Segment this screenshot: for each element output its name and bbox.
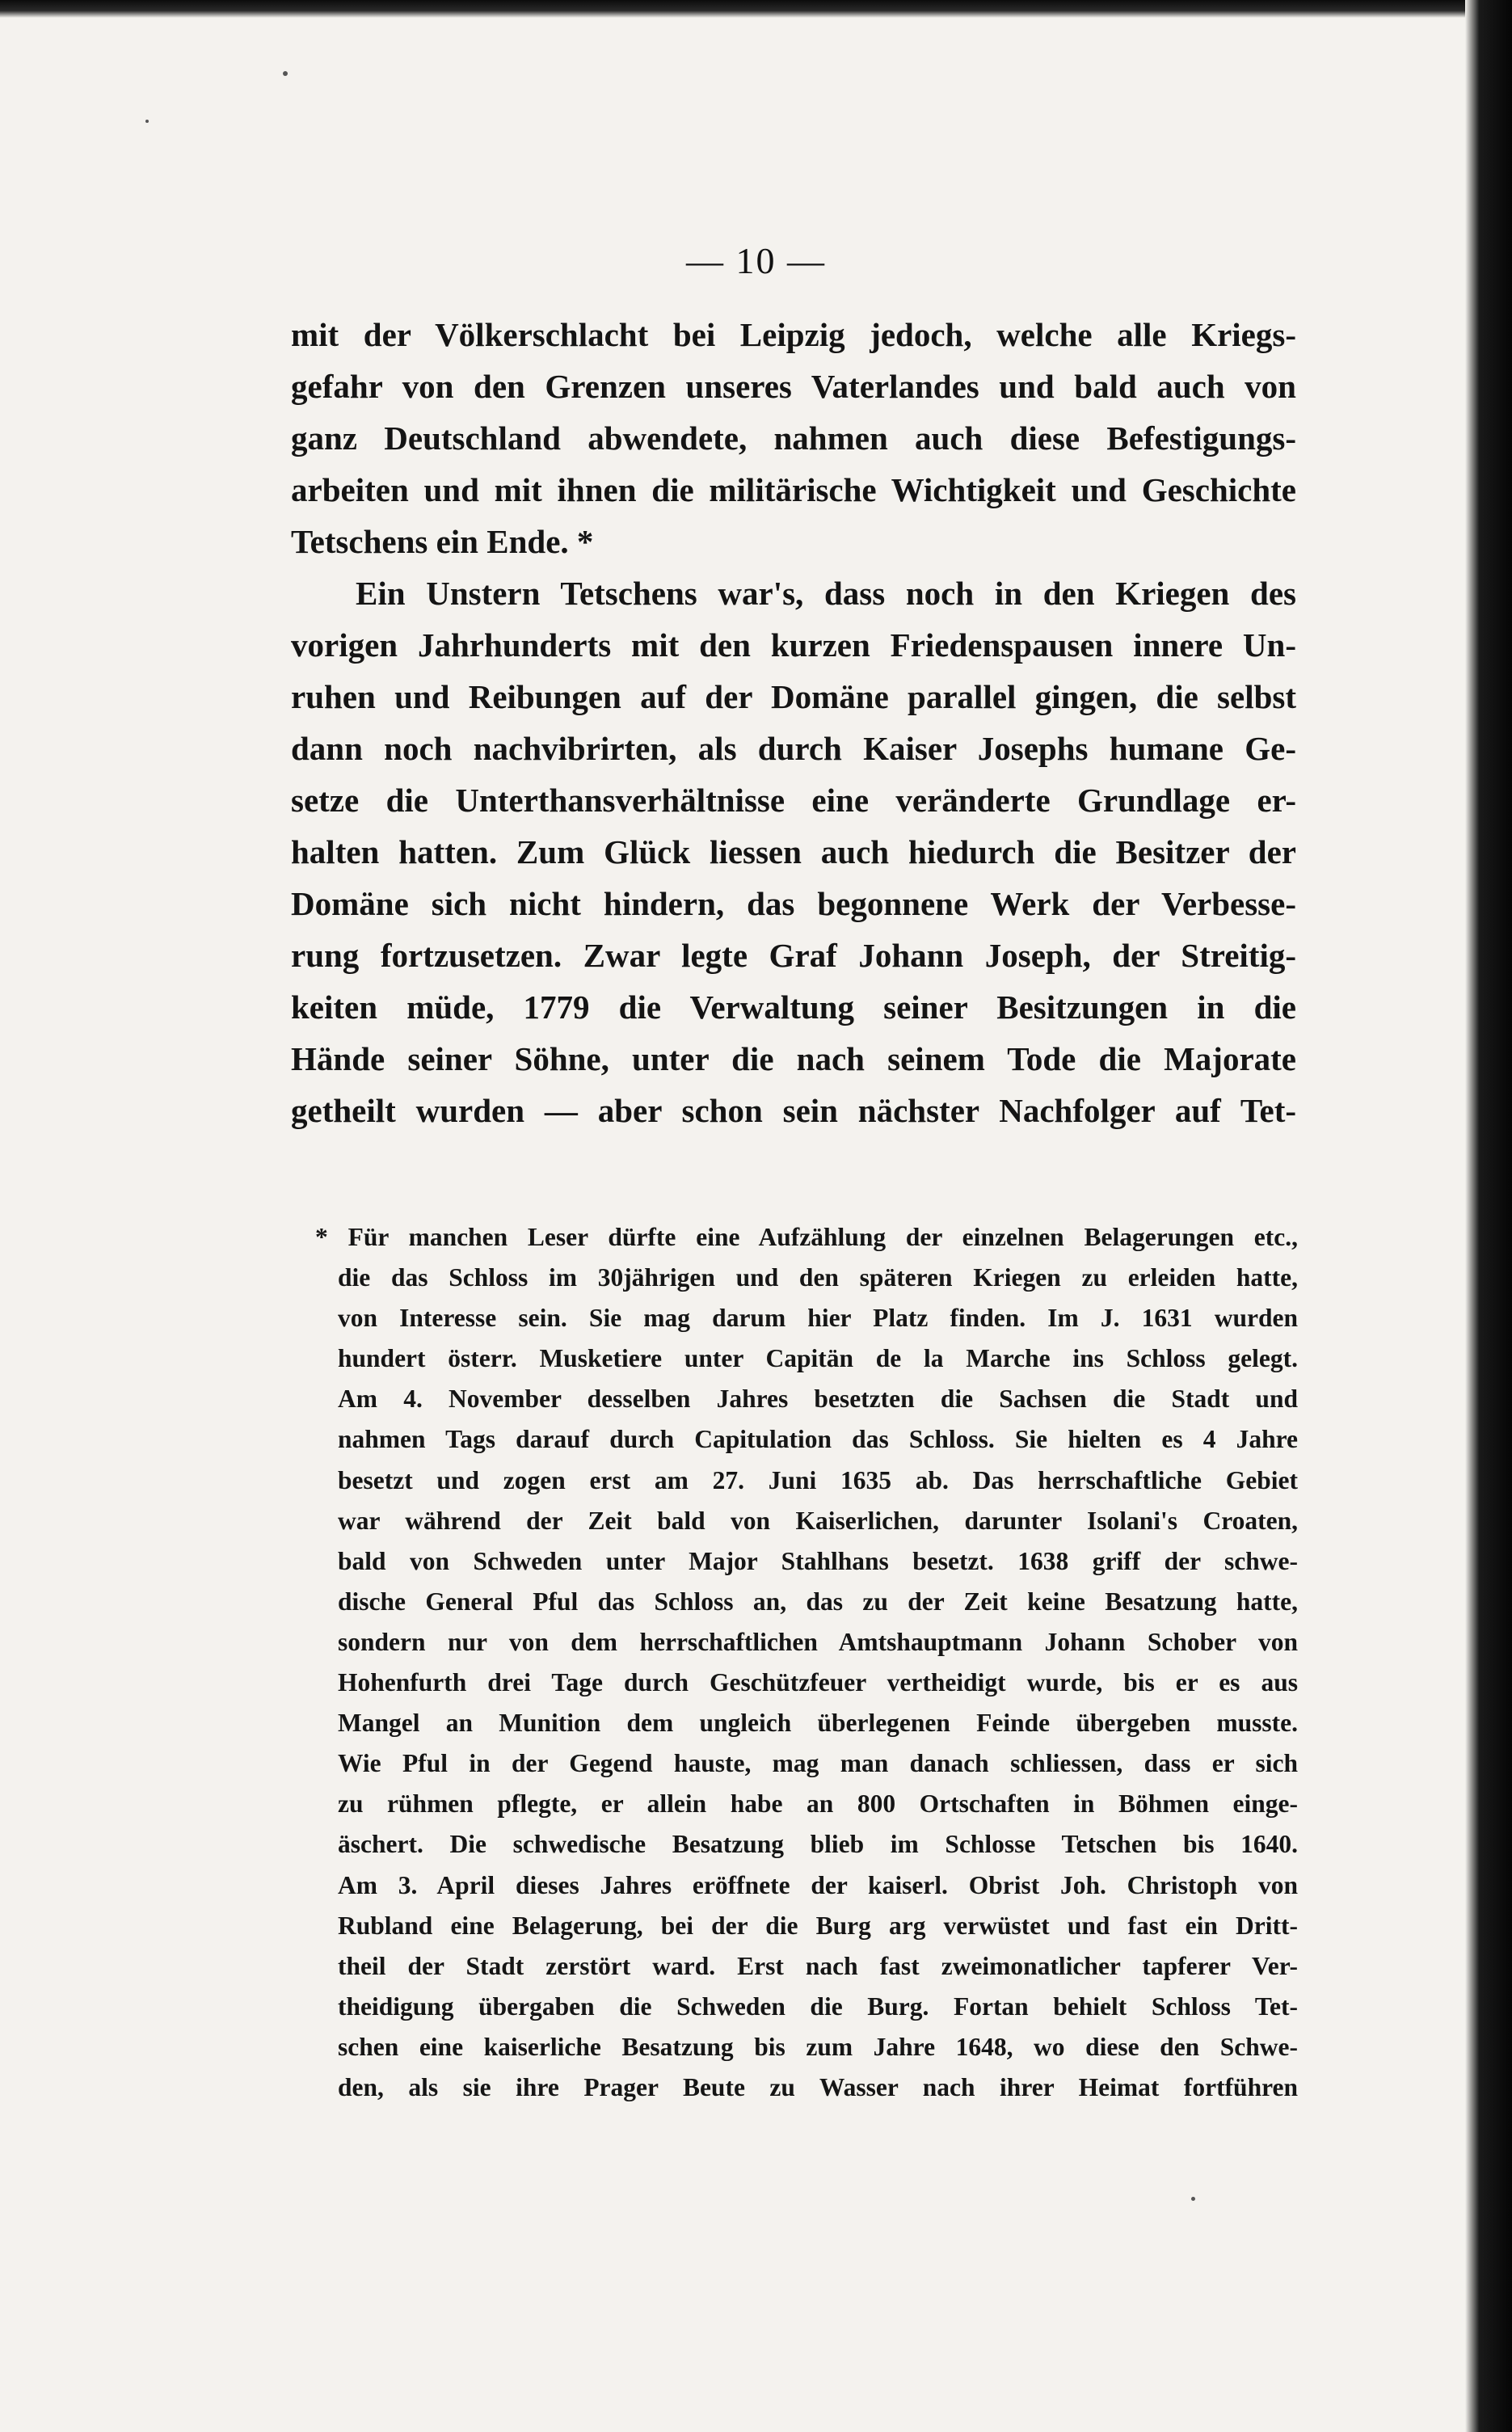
footnote-line: sondern nur von dem herrschaftlichen Amtshauptmann Johann Schober von: [338, 1627, 1298, 1656]
footnote-line: Hohenfurth drei Tage durch Geschützfeuer vertheidigt wurde, bis er es aus: [338, 1668, 1298, 1697]
footnote-line: war während der Zeit bald von Kaiserlichen, darunter Isolani's Croaten,: [338, 1506, 1298, 1535]
text-line: ganz Deutschland abwendete, nahmen auch diese Befestigungs-: [291, 419, 1296, 457]
footnote-line: Mangel an Munition dem ungleich überlegenen Feinde übergeben musste.: [338, 1709, 1298, 1738]
footnote-line: äschert. Die schwedische Besatzung blieb im Schlosse Tetschen bis 1640.: [338, 1830, 1298, 1859]
text-line: arbeiten und mit ihnen die militärische Wichtigkeit und Geschichte: [291, 471, 1296, 508]
footnote-line: besetzt und zogen erst am 27. Juni 1635 ab. Das herrschaftliche Gebiet: [338, 1465, 1298, 1494]
footnote-line: dische General Pful das Schloss an, das zu der Zeit keine Besatzung hatte,: [338, 1587, 1298, 1616]
footnote-line: bald von Schweden unter Major Stahlhans besetzt. 1638 griff der schwe-: [338, 1546, 1298, 1575]
footnote: [315, 1217, 1298, 2108]
footnote-line: Am 3. April dieses Jahres eröffnete der kaiserl. Obrist Joh. Christoph von: [338, 1870, 1298, 1899]
text-line: keiten müde, 1779 die Verwaltung seiner Besitzungen in die: [291, 988, 1296, 1026]
text-line: ruhen und Reibungen auf der Domäne parallel gingen, die selbst: [291, 678, 1296, 715]
footnote-line: den, als sie ihre Prager Beute zu Wasser nach ihrer Heimat fortführen: [338, 2072, 1298, 2101]
text-line: halten hatten. Zum Glück liessen auch hiedurch die Besitzer der: [291, 833, 1296, 870]
footnote-line: die das Schloss im 30jährigen und den späteren Kriegen zu erleiden hatte,: [338, 1263, 1298, 1292]
page-number: — 10 —: [686, 240, 826, 281]
text-line: gefahr von den Grenzen unseres Vaterlandes und bald auch von: [291, 368, 1296, 405]
text-line: getheilt wurden — aber schon sein nächster Nachfolger auf Tet-: [291, 1092, 1296, 1129]
text-line: mit der Völkerschlacht bei Leipzig jedoch, welche alle Kriegs-: [291, 316, 1296, 353]
footnote-line: zu rühmen pflegte, er allein habe an 800 Ortschaften in Böhmen einge-: [338, 1789, 1298, 1819]
text-line: vorigen Jahrhunderts mit den kurzen Friedenspausen innere Un-: [291, 626, 1296, 664]
scan-border-right: [1465, 0, 1512, 2432]
footnote-line: * Für manchen Leser dürfte eine Aufzählung der einzelnen Belagerungen etc.,: [315, 1223, 1298, 1251]
footnote-line: Wie Pful in der Gegend hauste, mag man danach schliessen, dass er sich: [338, 1749, 1298, 1778]
footnote-line: nahmen Tags darauf durch Capitulation das Schloss. Sie hielten es 4 Jahre: [338, 1425, 1298, 1454]
footnote-line: theil der Stadt zerstört ward. Erst nach fast zweimonatlicher tapferer Ver-: [338, 1951, 1298, 1980]
text-line: dann noch nachvibrirten, als durch Kaiser Josephs humane Ge-: [291, 730, 1296, 767]
footnote-line: hundert österr. Musketiere unter Capitän de la Marche ins Schloss gelegt.: [338, 1344, 1298, 1373]
scan-border-top: [0, 0, 1512, 18]
footnote-line: Rubland eine Belagerung, bei der die Burg arg verwüstet und fast ein Dritt-: [338, 1911, 1298, 1940]
footnote-line: theidigung übergaben die Schweden die Burg. Fortan behielt Schloss Tet-: [338, 1992, 1298, 2021]
text-line: Tetschens ein Ende. *: [291, 523, 594, 560]
text-line: setze die Unterthansverhältnisse eine veränderte Grundlage er-: [291, 782, 1296, 819]
footnote-line: von Interesse sein. Sie mag darum hier Platz finden. Im J. 1631 wurden: [338, 1304, 1298, 1333]
scan-speck: [283, 71, 288, 76]
text-line: Hände seiner Söhne, unter die nach seinem Tode die Majorate: [291, 1040, 1296, 1077]
footnote-line: Am 4. November desselben Jahres besetzten die Sachsen die Stadt und: [338, 1385, 1298, 1414]
text-line: Domäne sich nicht hindern, das begonnene Werk der Verbesse-: [291, 885, 1296, 922]
text-line: rung fortzusetzen. Zwar legte Graf Johann Joseph, der Streitig-: [291, 937, 1296, 974]
footnote-line: schen eine kaiserliche Besatzung bis zum Jahre 1648, wo diese den Schwe-: [338, 2032, 1298, 2061]
text-line: Ein Unstern Tetschens war's, dass noch in den Kriegen des: [356, 575, 1296, 612]
scan-speck: [145, 120, 149, 123]
scan-speck: [1191, 2197, 1195, 2201]
main-text: [291, 309, 1296, 1136]
